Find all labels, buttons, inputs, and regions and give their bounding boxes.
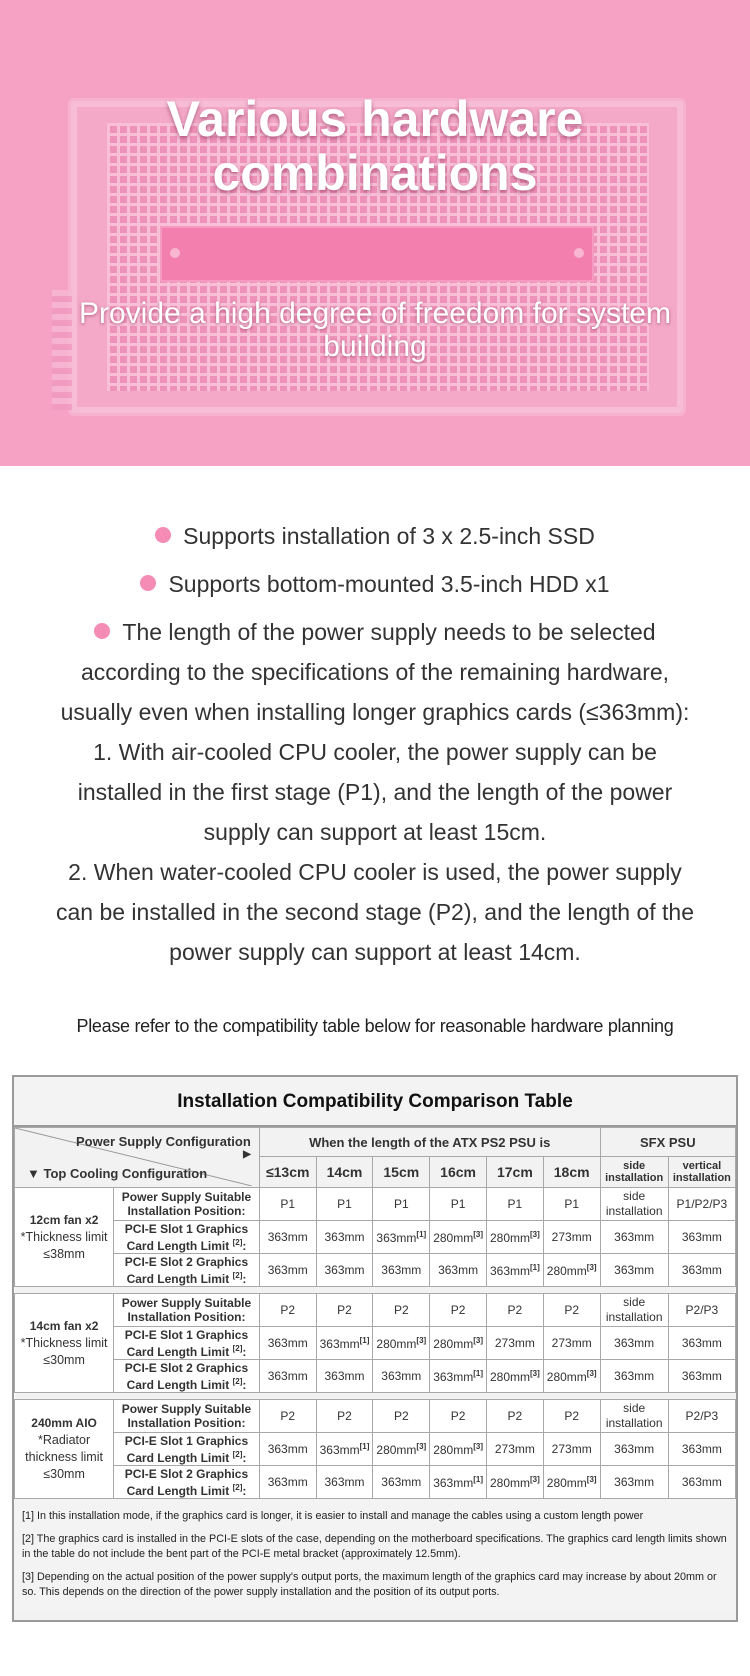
bullet-icon [140, 575, 156, 591]
table-cell: 363mm [373, 1360, 430, 1393]
table-row [15, 1294, 736, 1327]
table-cell: P2 [543, 1400, 600, 1433]
cooling-config-name: 12cm fan x2 [29, 1212, 99, 1227]
table-cell: 280mm[3] [543, 1466, 600, 1499]
row-label: PCI-E Slot 1 Graphics Card Length Limit [2]: [114, 1221, 260, 1254]
table-cell: P2 [543, 1294, 600, 1327]
table-row [15, 1400, 736, 1433]
table-cell: 280mm[3] [430, 1433, 487, 1466]
table-cell: 363mm[1] [430, 1360, 487, 1393]
table-cell: P2 [259, 1400, 316, 1433]
table-cell: 363mm [316, 1360, 373, 1393]
table-cell: 273mm [543, 1327, 600, 1360]
screw-icon [170, 248, 180, 258]
table-cell: 280mm[3] [486, 1360, 543, 1393]
table-row [15, 1221, 736, 1254]
table-cell: 273mm [543, 1433, 600, 1466]
feature-item: The length of the power supply needs to be selected [30, 612, 720, 652]
table-cell: P2 [316, 1400, 373, 1433]
table-cell: 280mm[3] [373, 1327, 430, 1360]
sfx-col-header: side installation [600, 1157, 668, 1188]
feature-item: Supports bottom-mounted 3.5-inch HDD x1 [30, 564, 720, 604]
length-col-header: 14cm [316, 1157, 373, 1188]
paragraph-line: can be installed in the second stage (P2), and the length of the [55, 899, 695, 925]
table-row [15, 1466, 736, 1499]
compatibility-table [12, 1075, 738, 1622]
table-row [15, 1188, 736, 1221]
compat-grid [14, 1127, 736, 1499]
hero-subtitle: Provide a high degree of freedom for system building [79, 297, 671, 363]
table-cell: P1 [373, 1188, 430, 1221]
row-label: PCI-E Slot 2 Graphics Card Length Limit [2]: [114, 1466, 260, 1499]
table-cell: 363mm [600, 1221, 668, 1254]
table-cell: 280mm[3] [373, 1433, 430, 1466]
length-col-header: 18cm [543, 1157, 600, 1188]
table-cell: 363mm [316, 1254, 373, 1287]
table-cell: 363mm [668, 1433, 735, 1466]
table-cell: 363mm [600, 1327, 668, 1360]
bullet-icon [94, 623, 110, 639]
table-cell: P1 [259, 1188, 316, 1221]
cooling-config-name: 14cm fan x2 [29, 1318, 99, 1333]
table-cell: 363mm [259, 1433, 316, 1466]
paragraph-line: according to the specifications of the remaining hardware, [80, 659, 670, 685]
paragraph-line: 1. With air-cooled CPU cooler, the power supply can be [93, 739, 657, 765]
table-cell: 363mm [259, 1360, 316, 1393]
table-cell: 363mm [373, 1254, 430, 1287]
note-2: [2] The graphics card is installed in the PCI-E slots of the case, depending on the motherboard specifications. The graphics card length limits shown in the table do not include the bent part of the PCI-E metal bracket (approximately 12.5mm). [22, 1533, 727, 1560]
cooling-config-name: 240mm AIO [31, 1416, 97, 1430]
paragraph-line: supply can support at least 15cm. [203, 819, 547, 845]
refer-text: Please refer to the compatibility table below for reasonable hardware planning [76, 1016, 674, 1036]
table-corner-header [15, 1128, 260, 1188]
table-cell: 363mm [600, 1360, 668, 1393]
table-cell: 363mm [600, 1466, 668, 1499]
bullet-icon [155, 527, 171, 543]
row-label: PCI-E Slot 1 Graphics Card Length Limit [2]: [114, 1433, 260, 1466]
table-cell: 273mm [543, 1221, 600, 1254]
row-label: Power Supply Suitable Installation Position: [114, 1294, 260, 1327]
table-row [15, 1433, 736, 1466]
table-cell: P1/P2/P3 [668, 1188, 735, 1221]
table-cell: P1 [316, 1188, 373, 1221]
table-cell: P2 [373, 1294, 430, 1327]
group-separator [15, 1287, 736, 1294]
table-cell: 363mm[1] [316, 1327, 373, 1360]
table-title: Installation Compatibility Comparison Table [14, 1077, 736, 1127]
table-cell: P2 [316, 1294, 373, 1327]
table-cell: P2/P3 [668, 1400, 735, 1433]
table-cell: P2 [486, 1400, 543, 1433]
handle-bar-illustration [160, 226, 594, 282]
table-cell: P1 [543, 1188, 600, 1221]
row-label: Power Supply Suitable Installation Position: [114, 1188, 260, 1221]
row-label: PCI-E Slot 2 Graphics Card Length Limit [2]: [114, 1360, 260, 1393]
corner-psu-label: Power Supply Configuration [76, 1134, 251, 1149]
cooling-config-note: *Thickness limit ≤30mm [20, 1335, 108, 1367]
table-cell: 363mm[1] [373, 1221, 430, 1254]
hero-banner [0, 0, 750, 466]
paragraph-line: installed in the first stage (P1), and the length of the power [77, 779, 673, 805]
table-cell: side installation [600, 1188, 668, 1221]
cooling-config-cell [15, 1400, 114, 1499]
table-cell: 273mm [486, 1433, 543, 1466]
cooling-config-cell [15, 1294, 114, 1393]
table-cell: 363mm[1] [486, 1254, 543, 1287]
table-cell: P2 [259, 1294, 316, 1327]
table-cell: 363mm [668, 1360, 735, 1393]
note-1: [1] In this installation mode, if the graphics card is longer, it is easier to install and manage the cables using a custom length power [22, 1510, 644, 1522]
table-cell: 363mm [373, 1466, 430, 1499]
cooling-config-cell [15, 1188, 114, 1287]
table-cell: 363mm [316, 1466, 373, 1499]
table-cell: 280mm[3] [486, 1221, 543, 1254]
table-cell: 363mm [259, 1254, 316, 1287]
table-cell: 363mm [600, 1433, 668, 1466]
feature-item: Supports installation of 3 x 2.5-inch SSD [30, 516, 720, 556]
row-label: PCI-E Slot 1 Graphics Card Length Limit [2]: [114, 1327, 260, 1360]
length-col-header: ≤13cm [259, 1157, 316, 1188]
hero-title: Various hardware combinations [166, 91, 584, 201]
table-cell: 363mm [259, 1466, 316, 1499]
table-row [15, 1327, 736, 1360]
paragraph-line: power supply can support at least 14cm. [169, 939, 581, 965]
table-cell: P2/P3 [668, 1294, 735, 1327]
table-cell: P1 [486, 1188, 543, 1221]
screw-icon [574, 248, 584, 258]
table-cell: 363mm [430, 1254, 487, 1287]
table-cell: 363mm [668, 1466, 735, 1499]
cooling-config-note: *Thickness limit ≤38mm [20, 1229, 108, 1261]
note-3: [3] Depending on the actual position of the power supply's output ports, the maximum length of the graphics card may increase by about 20mm or so. This depends on the direction of the power supply installation and the position of its output ports. [22, 1571, 717, 1598]
table-cell: side installation [600, 1400, 668, 1433]
table-cell: 363mm [668, 1254, 735, 1287]
table-row [15, 1254, 736, 1287]
table-cell: 280mm[3] [543, 1360, 600, 1393]
row-label: Power Supply Suitable Installation Position: [114, 1400, 260, 1433]
length-col-header: 15cm [373, 1157, 430, 1188]
corner-cooling-label: ▼ Top Cooling Configuration [27, 1166, 208, 1181]
table-cell: side installation [600, 1294, 668, 1327]
group-separator [15, 1393, 736, 1400]
cooling-config-note: *Radiator thickness limit ≤30mm [25, 1433, 103, 1481]
table-notes [14, 1499, 736, 1614]
sfx-header: SFX PSU [600, 1128, 735, 1157]
atx-header: When the length of the ATX PS2 PSU is [259, 1128, 600, 1157]
table-cell: 280mm[3] [430, 1327, 487, 1360]
table-cell: 273mm [486, 1327, 543, 1360]
table-cell: P1 [430, 1188, 487, 1221]
table-cell: 280mm[3] [543, 1254, 600, 1287]
table-cell: 363mm [668, 1327, 735, 1360]
length-col-header: 16cm [430, 1157, 487, 1188]
table-cell: 280mm[3] [486, 1466, 543, 1499]
paragraph-line: 2. When water-cooled CPU cooler is used, the power supply [68, 859, 682, 885]
length-col-header: 17cm [486, 1157, 543, 1188]
table-cell: P2 [430, 1294, 487, 1327]
row-label: PCI-E Slot 2 Graphics Card Length Limit [2]: [114, 1254, 260, 1287]
table-cell: 363mm [316, 1221, 373, 1254]
corner-arrow-icon: ▶ [243, 1149, 251, 1160]
table-cell: P2 [430, 1400, 487, 1433]
feature-list [30, 516, 720, 972]
table-cell: 363mm[1] [316, 1433, 373, 1466]
table-cell: P2 [486, 1294, 543, 1327]
table-cell: 363mm [259, 1221, 316, 1254]
sfx-col-header: vertical installation [668, 1157, 735, 1188]
table-cell: 280mm[3] [430, 1221, 487, 1254]
table-cell: 363mm[1] [430, 1466, 487, 1499]
table-cell: P2 [373, 1400, 430, 1433]
table-cell: 363mm [600, 1254, 668, 1287]
table-cell: 363mm [668, 1221, 735, 1254]
paragraph-line: usually even when installing longer graphics cards (≤363mm): [60, 699, 690, 725]
table-row [15, 1360, 736, 1393]
table-cell: 363mm [259, 1327, 316, 1360]
